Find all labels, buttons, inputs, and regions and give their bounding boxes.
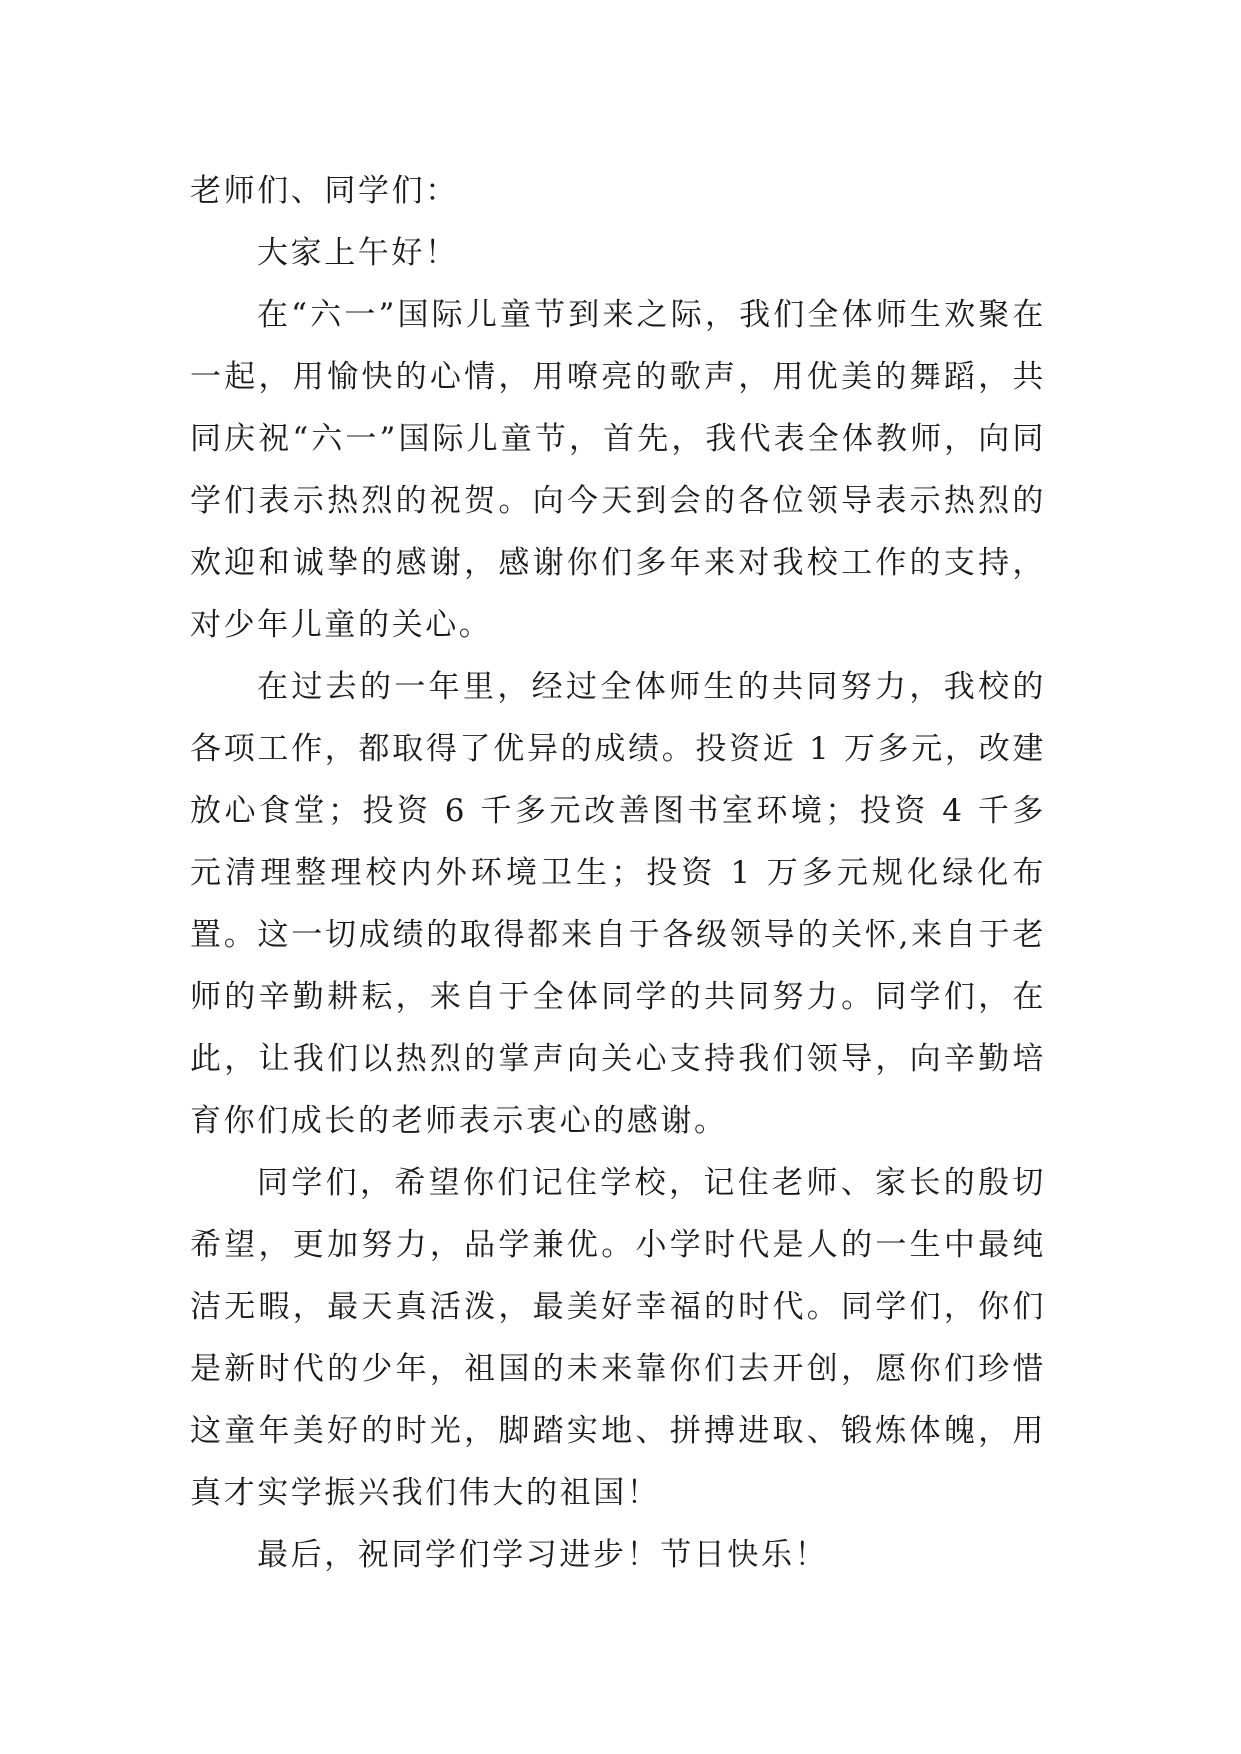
speech-body <box>190 160 1046 1586</box>
salutation: 老师们、同学们： <box>190 173 459 209</box>
achievements-paragraph: 在过去的一年里，经过全体师生的共同努力，我校的各项工作，都取得了优异的成绩。投资近 1 万多元，改建放心食堂；投资 6 千多元改善图书室环境；投资 4 千多元清理整理校内外环境卫生；投资 1 万多元规化绿化布置。这一切成绩的取得都来自于各级领导的关怀,来自于老师的辛勤耕耘，来自于全体同学的共同努力。同学们，在此，让我们以热烈的掌声向关心支持我们领导，向辛勤培育你们成长的老师表示衷心的感谢。 <box>190 669 1046 1139</box>
hopes-paragraph: 同学们，希望你们记住学校，记住老师、家长的殷切希望，更加努力，品学兼优。小学时代是人的一生中最纯洁无暇，最天真活泼，最美好幸福的时代。同学们，你们是新时代的少年，祖国的未来靠你们去开创，愿你们珍惜这童年美好的时光，脚踏实地、拼搏进取、锻炼体魄，用真才实学振兴我们伟大的祖国！ <box>190 1165 1046 1511</box>
closing-paragraph: 最后，祝同学们学习进步！节日快乐！ <box>257 1537 829 1573</box>
greeting-paragraph: 大家上午好！ <box>257 235 459 271</box>
opening-paragraph: 在“六一”国际儿童节到来之际，我们全体师生欢聚在一起，用愉快的心情，用嘹亮的歌声，用优美的舞蹈，共同庆祝“六一”国际儿童节，首先，我代表全体教师，向同学们表示热烈的祝贺。向今天到会的各位领导表示热烈的欢迎和诚挚的感谢，感谢你们多年来对我校工作的支持，对少年儿童的关心。 <box>190 297 1046 643</box>
